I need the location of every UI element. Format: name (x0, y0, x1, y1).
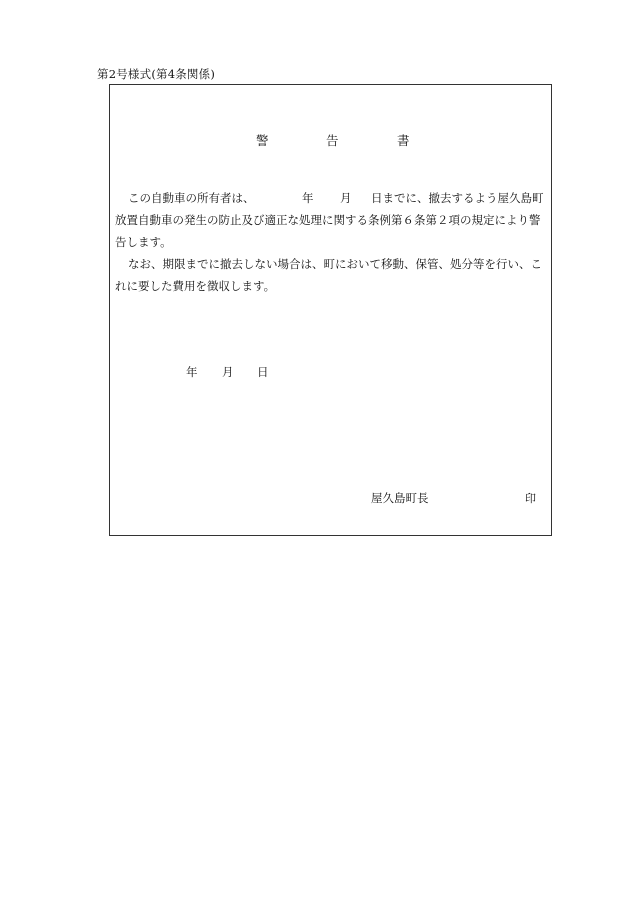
title-char-3: 書 (397, 133, 410, 148)
body-paragraph-2-line-1: なお、期限までに撤去しない場合は、町において移動、保管、処分等を行い、こ (128, 257, 542, 271)
issue-date-month: 月 (222, 365, 234, 379)
seal-mark: 印 (525, 492, 536, 505)
deadline-year-label: 年 (302, 191, 314, 205)
body-paragraph-2-line-2: れに要した費用を徴収します。 (115, 279, 276, 293)
title-char-2: 告 (326, 133, 339, 148)
body-paragraph-1-line-3: 告します。 (115, 235, 172, 249)
body-paragraph-1-line-2: 放置自動車の発生の防止及び適正な処理に関する条例第６条第２項の規定により警 (115, 213, 541, 227)
document-frame (109, 84, 552, 536)
issue-date-day: 日 (257, 365, 269, 379)
title-char-1: 警 (256, 133, 269, 148)
form-number-label: 第2号様式(第4条関係) (97, 67, 216, 81)
body-paragraph-1-after-date: 日までに、撤去するよう屋久島町 (371, 191, 544, 205)
body-paragraph-1-start: この自動車の所有者は、 (128, 191, 255, 205)
deadline-month-label: 月 (340, 191, 352, 205)
mayor-title: 屋久島町長 (371, 491, 429, 505)
issue-date-year: 年 (186, 365, 198, 379)
